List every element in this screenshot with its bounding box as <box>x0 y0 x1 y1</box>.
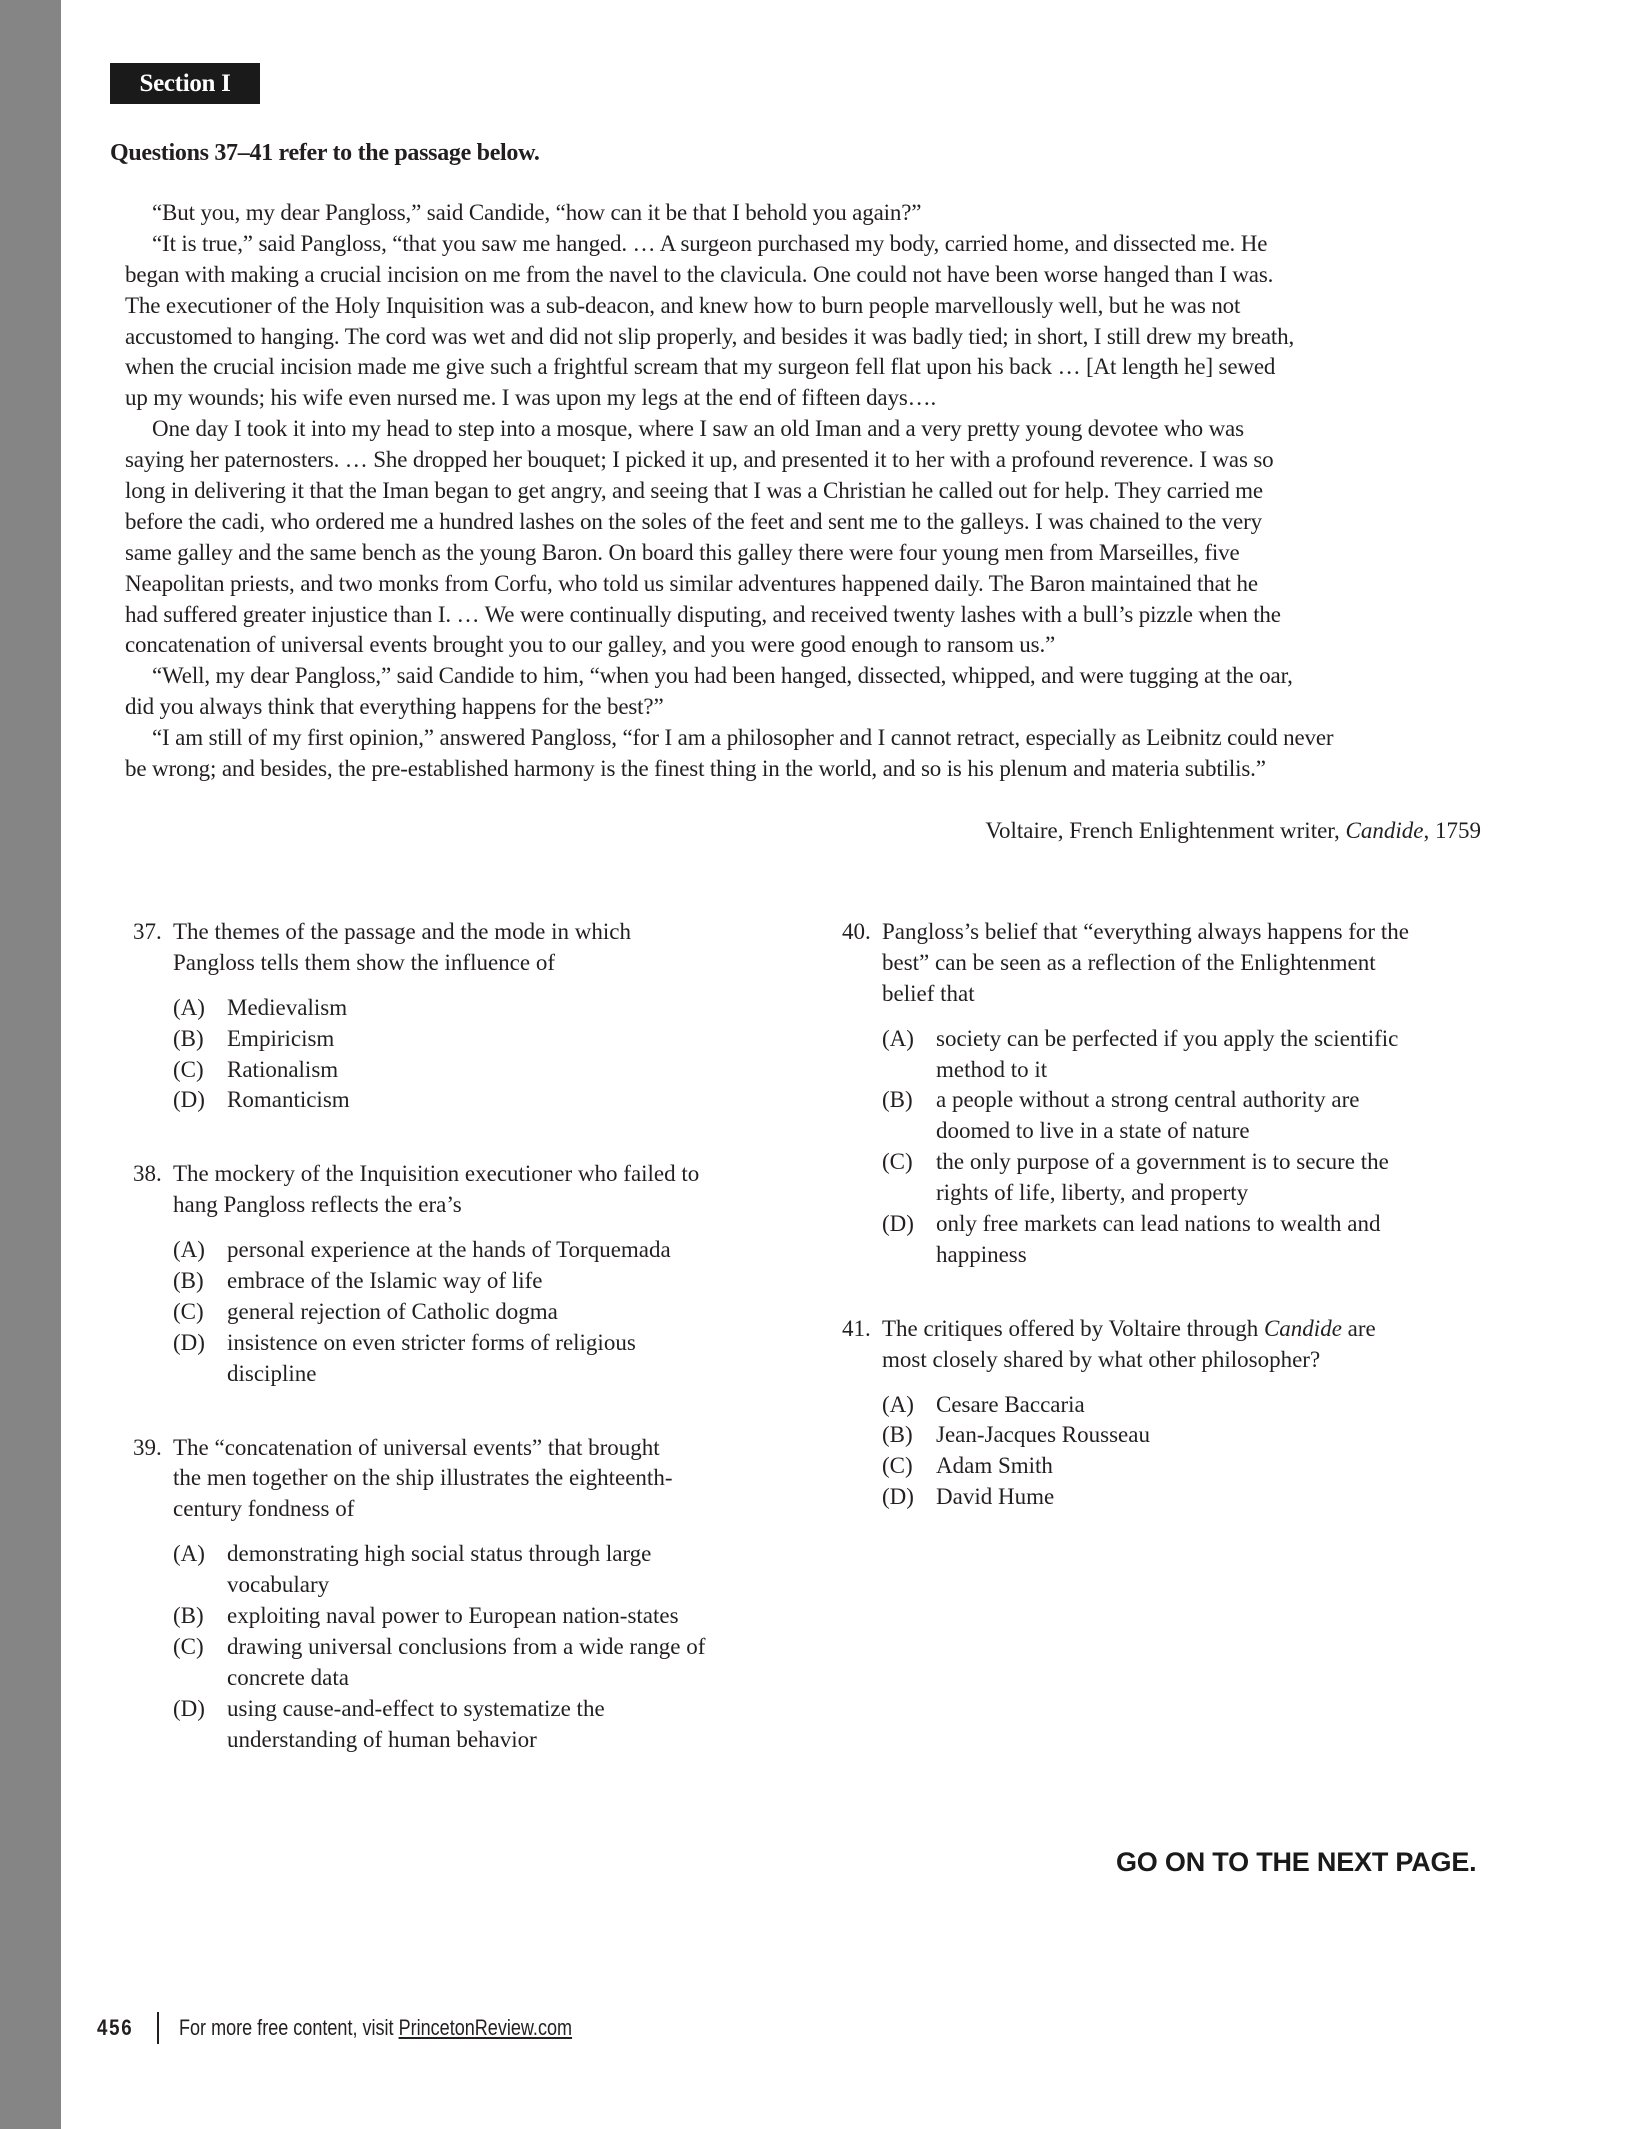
question-stem-line: the men together on the ship illustrates the eighteenth- <box>173 1465 673 1491</box>
answer-options <box>133 1235 773 1389</box>
passage-line: “I am still of my first opinion,” answered Pangloss, “for I am a philosopher and I cannot retract, especially as Leibnitz could never <box>152 725 1334 751</box>
question-stem-line: The critiques offered by Voltaire through Candide are <box>882 1315 1376 1341</box>
passage-line: did you always think that everything happens for the best?” <box>125 694 664 720</box>
question-37 <box>133 917 773 1116</box>
option-text-line: rights of life, liberty, and property <box>936 1180 1249 1206</box>
question-stem <box>133 1433 773 1526</box>
option-text-line: using cause-and-effect to systematize the <box>227 1695 605 1721</box>
answer-option-c[interactable] <box>173 1632 773 1694</box>
option-text-line: demonstrating high social status through large <box>227 1541 652 1567</box>
answer-options <box>842 1390 1482 1514</box>
option-letter: (C) <box>173 1298 204 1324</box>
answer-option-d[interactable] <box>173 1328 773 1390</box>
answer-option-d[interactable] <box>882 1482 1482 1513</box>
passage <box>125 198 1470 785</box>
question-stem <box>842 917 1482 1010</box>
passage-line: Neapolitan priests, and two monks from Corfu, who told us similar adventures happened daily. The Baron maintained that he <box>125 570 1258 596</box>
answer-option-b[interactable] <box>173 1266 773 1297</box>
answer-options <box>133 1539 773 1755</box>
option-text-line: embrace of the Islamic way of life <box>227 1268 543 1294</box>
passage-line: One day I took it into my head to step into a mosque, where I saw an old Iman and a very pretty young devotee who was <box>152 416 1244 442</box>
answer-option-b[interactable] <box>173 1024 773 1055</box>
question-number: 38. <box>133 1161 162 1187</box>
option-letter: (C) <box>173 1056 204 1082</box>
option-letter: (A) <box>173 994 205 1020</box>
question-39 <box>133 1433 773 1756</box>
option-letter: (B) <box>173 1268 204 1294</box>
passage-line: up my wounds; his wife even nursed me. I was upon my legs at the end of fifteen days…. <box>125 385 937 411</box>
option-text-line: discipline <box>227 1360 317 1386</box>
passage-line: The executioner of the Holy Inquisition was a sub-deacon, and knew how to burn people marvellously well, but he was not <box>125 292 1241 318</box>
option-letter: (A) <box>882 1391 914 1417</box>
question-number: 40. <box>842 919 871 944</box>
option-letter: (D) <box>882 1211 914 1237</box>
option-letter: (B) <box>173 1025 204 1051</box>
option-letter: (D) <box>882 1484 914 1510</box>
option-text-line: insistence on even stricter forms of religious <box>227 1329 636 1355</box>
option-letter: (B) <box>173 1603 204 1629</box>
option-text-line: David Hume <box>936 1484 1055 1510</box>
option-letter: (A) <box>882 1025 914 1051</box>
answer-option-c[interactable] <box>173 1297 773 1328</box>
option-letter: (C) <box>882 1453 913 1479</box>
section-tag: Section I <box>110 63 260 104</box>
option-text-line: concrete data <box>227 1664 349 1690</box>
passage-line: before the cadi, who ordered me a hundred lashes on the soles of the feet and sent me to the galleys. I was chained to the very <box>125 508 1262 534</box>
answer-option-a[interactable] <box>173 993 773 1024</box>
princeton-review-link[interactable]: PrincetonReview.com <box>398 2015 573 2040</box>
passage-line: had suffered greater injustice than I. … We were continually disputing, and received twenty lashes with a bull’s pizzle when the <box>125 601 1281 627</box>
question-stem-line: Pangloss tells them show the influence of <box>173 949 555 975</box>
question-stem-line: Pangloss’s belief that “everything always happens for the <box>882 919 1409 944</box>
question-spacer <box>133 1390 773 1433</box>
passage-line: long in delivering it that the Iman began to get angry, and seeing that I was a Christian he called out for help. They carried me <box>125 478 1263 504</box>
page-number: 456 <box>97 2015 134 2040</box>
question-stem-line: The “concatenation of universal events” that brought <box>173 1434 660 1460</box>
option-text-line: Rationalism <box>227 1056 339 1082</box>
option-text-line: a people without a strong central authority are <box>936 1087 1360 1113</box>
page-footer <box>97 2012 658 2044</box>
italic-title: Candide <box>1263 1315 1342 1341</box>
questions-left-column <box>133 917 773 1755</box>
option-text-line: vocabulary <box>227 1572 330 1598</box>
option-text-line: understanding of human behavior <box>227 1726 537 1752</box>
answer-option-c[interactable] <box>882 1147 1482 1209</box>
option-letter: (D) <box>173 1329 205 1355</box>
question-stem-line: belief that <box>882 980 975 1006</box>
question-40 <box>842 917 1482 1271</box>
option-text-line: drawing universal conclusions from a wide range of <box>227 1633 706 1659</box>
question-stem <box>842 1314 1482 1376</box>
passage-line: “But you, my dear Pangloss,” said Candide, “how can it be that I behold you again?” <box>152 200 922 225</box>
passage-line: when the crucial incision made me give such a frightful scream that my surgeon fell flat upon his back … [At length he] sewed <box>125 354 1276 380</box>
option-letter: (C) <box>882 1149 913 1175</box>
attribution-year: , 1759 <box>1423 818 1481 843</box>
answer-option-c[interactable] <box>882 1451 1482 1482</box>
question-stem <box>133 1159 773 1221</box>
go-on-next-page-notice: GO ON TO THE NEXT PAGE. <box>1116 1847 1477 1877</box>
option-text-line: Adam Smith <box>936 1453 1053 1479</box>
option-text-line: Empiricism <box>227 1025 335 1051</box>
option-text-line: society can be perfected if you apply the scientific <box>936 1025 1399 1051</box>
question-stem-line: century fondness of <box>173 1496 355 1522</box>
passage-line: saying her paternosters. … She dropped her bouquet; I picked it up, and presented it to her with a profound reverence. I was so <box>125 447 1274 473</box>
footer-text <box>179 2015 572 2041</box>
passage-line: accustomed to hanging. The cord was wet and did not slip properly, and besides it was badly tied; in short, I still drew my breath, <box>125 323 1295 349</box>
question-number: 41. <box>842 1315 871 1341</box>
passage-line: “Well, my dear Pangloss,” said Candide to him, “when you had been hanged, dissected, whipped, and were tugging at the oar, <box>152 663 1293 689</box>
option-text-line: Cesare Baccaria <box>936 1391 1085 1417</box>
option-text-line: method to it <box>936 1056 1048 1082</box>
option-letter: (B) <box>882 1422 913 1448</box>
answer-options <box>133 993 773 1117</box>
option-letter: (B) <box>882 1087 913 1113</box>
question-41 <box>842 1314 1482 1513</box>
option-text-line: personal experience at the hands of Torquemada <box>227 1237 671 1263</box>
question-number: 39. <box>133 1434 162 1460</box>
answer-option-a[interactable] <box>882 1390 1482 1421</box>
question-stem-line: best” can be seen as a reflection of the Enlightenment <box>882 949 1376 975</box>
option-letter: (D) <box>173 1087 205 1113</box>
option-letter: (A) <box>173 1237 205 1263</box>
passage-line: be wrong; and besides, the pre-established harmony is the finest thing in the world, and so is his plenum and materia subtilis.” <box>125 756 1266 782</box>
answer-option-d[interactable] <box>173 1085 773 1116</box>
attribution-work-title: Candide <box>1345 818 1424 843</box>
option-text-line: Jean-Jacques Rousseau <box>936 1422 1150 1448</box>
question-stem-line: hang Pangloss reflects the era’s <box>173 1192 462 1218</box>
answer-option-a[interactable] <box>173 1539 773 1601</box>
question-stem-line: The mockery of the Inquisition executioner who failed to <box>173 1161 700 1187</box>
passage-line: began with making a crucial incision on me from the navel to the clavicula. One could not have been worse hanged than I was. <box>125 261 1274 287</box>
passage-line: “It is true,” said Pangloss, “that you saw me hanged. … A surgeon purchased my body, carried home, and dissected me. He <box>152 230 1268 256</box>
question-stem <box>133 917 773 979</box>
answer-options <box>842 1024 1482 1271</box>
answer-option-b[interactable] <box>882 1085 1482 1147</box>
option-text-line: the only purpose of a government is to secure the <box>936 1149 1389 1175</box>
question-stem-line: The themes of the passage and the mode in which <box>173 919 631 944</box>
answer-option-a[interactable] <box>882 1024 1482 1086</box>
question-spacer <box>133 1116 773 1159</box>
option-text-line: Romanticism <box>227 1087 350 1113</box>
answer-option-c[interactable] <box>173 1055 773 1086</box>
option-letter: (A) <box>173 1541 205 1567</box>
attribution-author: Voltaire, French Enlightenment writer, <box>985 818 1346 843</box>
answer-option-b[interactable] <box>173 1601 773 1632</box>
question-38 <box>133 1159 773 1389</box>
footer-promo-text: For more free content, visit <box>179 2015 399 2040</box>
answer-option-a[interactable] <box>173 1235 773 1266</box>
option-text-line: happiness <box>936 1241 1027 1267</box>
answer-option-d[interactable] <box>882 1209 1482 1271</box>
question-number: 37. <box>133 919 162 944</box>
option-text-line: general rejection of Catholic dogma <box>227 1298 558 1324</box>
option-letter: (D) <box>173 1695 205 1721</box>
page-edge-bar <box>0 0 61 2129</box>
answer-option-b[interactable] <box>882 1420 1482 1451</box>
questions-intro-heading: Questions 37–41 refer to the passage below. <box>110 140 540 166</box>
option-letter: (C) <box>173 1633 204 1659</box>
question-spacer <box>842 1271 1482 1314</box>
option-text-line: exploiting naval power to European nation-states <box>227 1603 679 1629</box>
question-stem-line: most closely shared by what other philosopher? <box>882 1346 1321 1372</box>
passage-attribution <box>985 818 1481 844</box>
option-text-line: doomed to live in a state of nature <box>936 1118 1250 1144</box>
passage-line: same galley and the same bench as the young Baron. On board this galley there were four young men from Marseilles, five <box>125 539 1240 565</box>
option-text-line: only free markets can lead nations to wealth and <box>936 1211 1381 1237</box>
option-text-line: Medievalism <box>227 994 348 1020</box>
footer-divider <box>157 2012 159 2044</box>
questions-right-column <box>842 917 1482 1513</box>
passage-line: concatenation of universal events brought you to our galley, and you were good enough to ransom us.” <box>125 632 1056 658</box>
answer-option-d[interactable] <box>173 1694 773 1756</box>
